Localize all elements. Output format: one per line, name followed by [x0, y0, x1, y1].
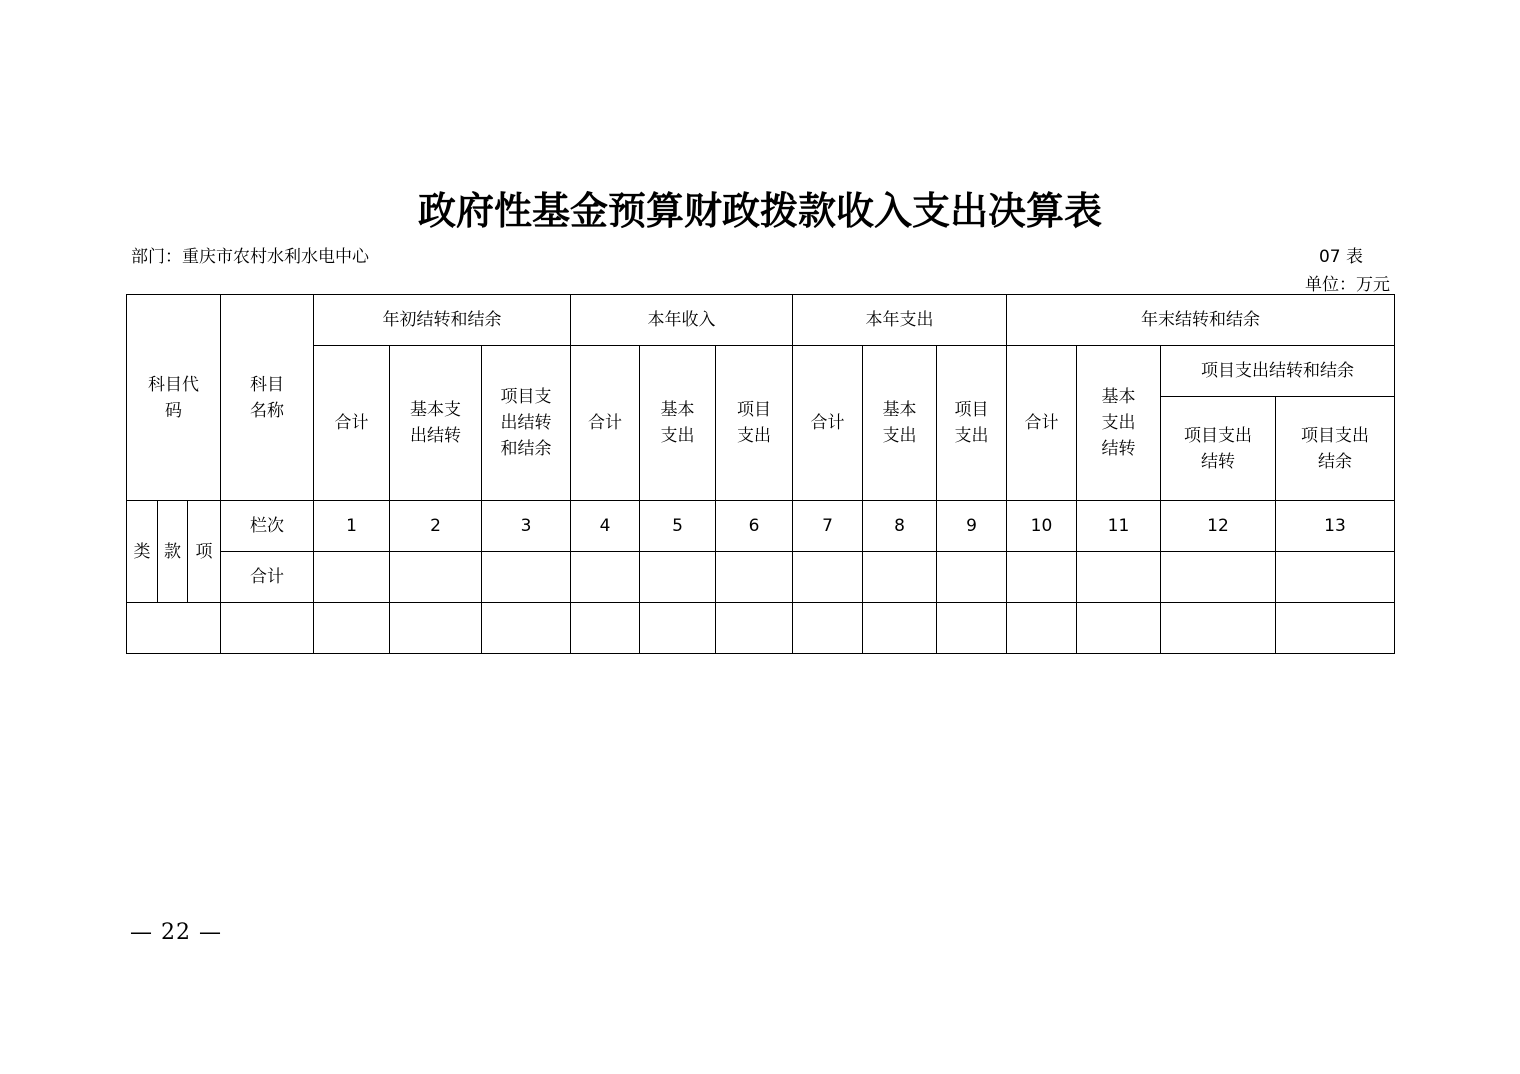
column-number: 9 — [937, 501, 1007, 552]
table-cell — [1007, 603, 1077, 654]
column-number: 8 — [863, 501, 937, 552]
col-3-header — [482, 346, 571, 501]
col-13-header — [1276, 397, 1395, 501]
col-3-text: 项目支出结转和结余 — [500, 387, 552, 459]
col-8-text: 基本支出 — [882, 400, 917, 446]
subject-code-header — [127, 295, 221, 501]
col-9-header — [937, 346, 1007, 501]
column-number: 11 — [1077, 501, 1161, 552]
column-number: 12 — [1161, 501, 1276, 552]
form-number-value: 07 — [1318, 247, 1341, 267]
header-row-groups — [127, 295, 1395, 346]
current-income-header: 本年收入 — [571, 295, 793, 346]
col-8-header — [863, 346, 937, 501]
table-cell — [1077, 603, 1161, 654]
col-12-header — [1161, 397, 1276, 501]
code-level-kuan: 款 — [158, 501, 188, 603]
table-cell — [716, 552, 793, 603]
col-2-text: 基本支出结转 — [410, 400, 461, 446]
table-cell — [793, 552, 863, 603]
table-cell — [793, 603, 863, 654]
table-cell — [482, 552, 571, 603]
col-6-text: 项目支出 — [737, 400, 771, 446]
subject-code-text: 科目代码 — [148, 374, 199, 421]
index-row — [127, 501, 1395, 552]
form-number — [1319, 242, 1363, 267]
col-11-text: 基本支出结转 — [1101, 387, 1136, 459]
col-6-header — [716, 346, 793, 501]
table-cell — [863, 552, 937, 603]
column-number: 6 — [716, 501, 793, 552]
table-cell — [127, 603, 221, 654]
col-2-header — [390, 346, 482, 501]
total-row — [127, 552, 1395, 603]
col-13-text: 项目支出结余 — [1301, 425, 1369, 472]
col-5-header — [640, 346, 716, 501]
subject-name-header — [221, 295, 314, 501]
col-9-text: 项目支出 — [954, 400, 989, 446]
col-7-header: 合计 — [793, 346, 863, 501]
row-label-index: 栏次 — [221, 501, 314, 552]
project-balance-group-header: 项目支出结转和结余 — [1161, 346, 1395, 397]
table-cell — [1276, 603, 1395, 654]
header-row-sub — [127, 346, 1395, 397]
col-1-header: 合计 — [314, 346, 390, 501]
subject-name-text: 科目名称 — [250, 374, 284, 421]
table-cell — [571, 552, 640, 603]
empty-data-row — [127, 603, 1395, 654]
table-cell — [863, 603, 937, 654]
current-expense-header: 本年支出 — [793, 295, 1007, 346]
table-cell — [482, 603, 571, 654]
table-cell — [390, 552, 482, 603]
column-number: 3 — [482, 501, 571, 552]
code-level-xiang: 项 — [188, 501, 221, 603]
table-cell — [640, 552, 716, 603]
table-cell — [937, 603, 1007, 654]
table-cell — [221, 603, 314, 654]
opening-balance-header: 年初结转和结余 — [314, 295, 571, 346]
unit-label: 单位：万元 — [1305, 275, 1390, 295]
table-cell — [937, 552, 1007, 603]
column-number: 2 — [390, 501, 482, 552]
table-cell — [640, 603, 716, 654]
table-cell — [1276, 552, 1395, 603]
row-label-total: 合计 — [221, 552, 314, 603]
column-number: 4 — [571, 501, 640, 552]
table-cell — [716, 603, 793, 654]
column-number: 10 — [1007, 501, 1077, 552]
code-level-lei: 类 — [127, 501, 158, 603]
table-cell — [1161, 552, 1276, 603]
table-cell — [390, 603, 482, 654]
col-12-text: 项目支出结转 — [1184, 425, 1252, 472]
closing-balance-header: 年末结转和结余 — [1007, 295, 1395, 346]
page-number: — 22 — — [130, 920, 222, 945]
table-cell — [1007, 552, 1077, 603]
column-number: 13 — [1276, 501, 1395, 552]
table-cell — [1077, 552, 1161, 603]
document-title: 政府性基金预算财政拨款收入支出决算表 — [417, 188, 1102, 233]
form-number-suffix: 表 — [1346, 247, 1363, 267]
col-10-header: 合计 — [1007, 346, 1077, 501]
column-number: 7 — [793, 501, 863, 552]
col-4-header: 合计 — [571, 346, 640, 501]
column-number: 1 — [314, 501, 390, 552]
table-cell — [571, 603, 640, 654]
table-cell — [314, 603, 390, 654]
col-5-text: 基本支出 — [660, 400, 695, 446]
budget-table — [126, 294, 1395, 654]
department-label: 部门：重庆市农村水利水电中心 — [131, 247, 369, 267]
column-number: 5 — [640, 501, 716, 552]
col-11-header — [1077, 346, 1161, 501]
table-cell — [1161, 603, 1276, 654]
table-cell — [314, 552, 390, 603]
